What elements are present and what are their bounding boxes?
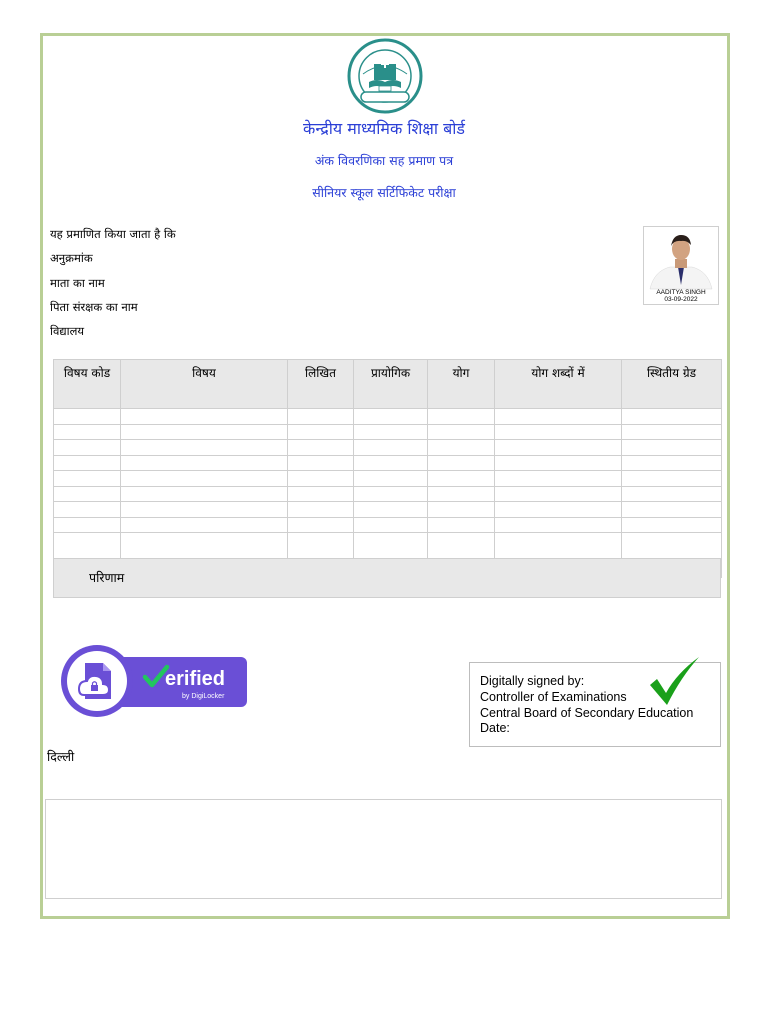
signer-organization: Central Board of Secondary Education <box>480 706 694 720</box>
signed-by-label: Digitally signed by: <box>480 674 585 688</box>
column-header-practical: प्रायोगिक <box>354 360 428 409</box>
result-row <box>53 558 721 598</box>
digilocker-verified-badge <box>61 645 247 717</box>
signer-title: Controller of Examinations <box>480 690 627 704</box>
green-check-icon <box>647 655 701 709</box>
column-header-written: लिखित <box>288 360 354 409</box>
father-name-label: पिता संरक्षक का नाम <box>50 300 138 314</box>
badge-by-text: by DigiLocker <box>182 693 225 700</box>
photo-caption-date: 03-09-2022 <box>664 296 698 303</box>
school-label: विद्यालय <box>50 324 85 338</box>
roll-number-label: अनुक्रमांक <box>50 251 93 265</box>
exam-name: सीनियर स्कूल सर्टिफिकेट परीक्षा <box>312 185 456 200</box>
result-label: परिणाम <box>89 570 125 585</box>
photo-caption-name: AADITYA SINGH <box>656 289 706 296</box>
board-name: केन्द्रीय माध्यमिक शिक्षा बोर्ड <box>303 119 465 138</box>
table-row <box>54 471 722 487</box>
cbse-emblem-icon <box>347 38 423 114</box>
table-row <box>54 440 722 456</box>
student-photo <box>643 226 719 305</box>
table-row <box>54 424 722 440</box>
document-title: अंक विवरणिका सह प्रमाण पत्र <box>314 153 454 168</box>
badge-text: erified <box>165 668 226 690</box>
table-row <box>54 486 722 502</box>
column-header-subject: विषय <box>121 360 288 409</box>
column-header-total-in-words: योग शब्दों में <box>495 360 622 409</box>
column-header-subject-code: विषय कोड <box>54 360 121 409</box>
certify-text: यह प्रमाणित किया जाता है कि <box>50 227 176 241</box>
marks-table <box>53 359 722 578</box>
table-row <box>54 517 722 533</box>
table-row <box>54 409 722 425</box>
mother-name-label: माता का नाम <box>50 276 105 290</box>
signature-date-label: Date: <box>480 721 510 735</box>
column-header-total: योग <box>428 360 495 409</box>
table-row <box>54 455 722 471</box>
table-row <box>54 502 722 518</box>
bottom-box <box>45 799 722 899</box>
place-delhi: दिल्ली <box>47 749 75 764</box>
column-header-grade: स्थितीय ग्रेड <box>622 360 722 409</box>
table-header-row <box>54 360 722 409</box>
